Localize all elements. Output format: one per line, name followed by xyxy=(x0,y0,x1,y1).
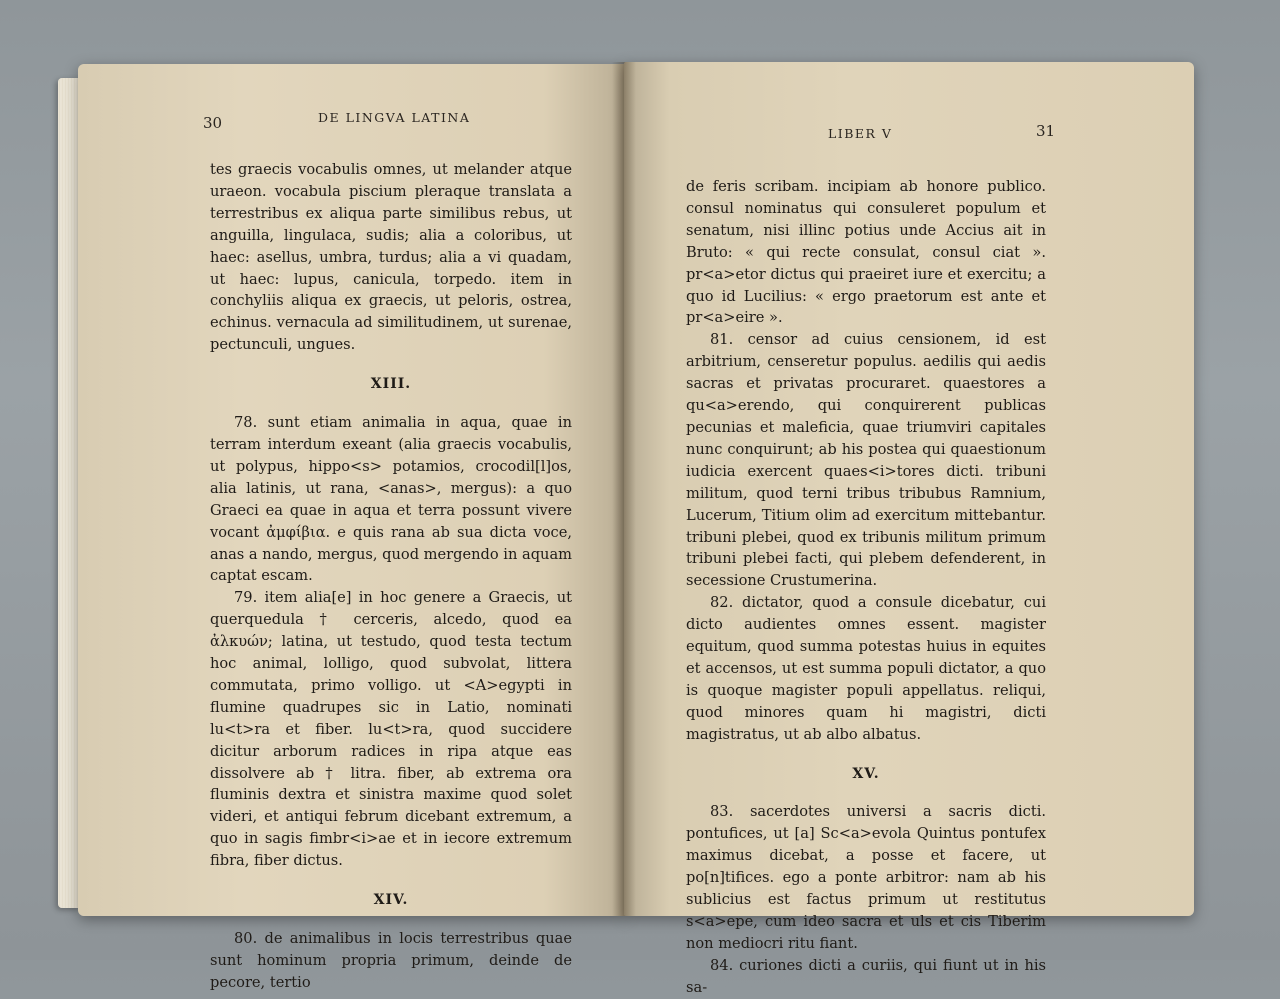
paragraph: 84. curiones dicti a curiis, qui fiunt ut in his sa- xyxy=(686,956,1046,996)
paragraph: tes graecis vocabulis omnes, ut melander atque uraeon. vocabula piscium pleraque translata a terrestribus ex aliqua parte similibus rebus, ut anguilla, lingulaca, sudis; alia a coloribus, ut haec: asellus, umbra, turdus; alia a vi quadam, ut haec: lupus, canicula, torpedo. item in conchyliis aliqua ex graecis, ut peloris, ostrea, echinus. vernacula ad similitudinem, ut surenae, pectunculi, ungues. xyxy=(210,161,572,354)
open-book xyxy=(58,48,1194,996)
paragraph: 82. dictator, quod a consule dicebatur, cui dicto audientes omnes essent. magister equitum, quod summa potestas huius in equites et accensos, ut est summa populi dictator, a quo is quoque magister populi appellatus. reliqui, quod minores quam hi magistri, dicti magistratus, ut ab albo albatus. xyxy=(686,594,1046,743)
paragraph: 80. de animalibus in locis terrestribus quae sunt hominum propria primum, deinde de pecore, tertio xyxy=(210,930,572,991)
left-page-number: 30 xyxy=(203,114,223,132)
paragraph: 78. sunt etiam animalia in aqua, quae in terram interdum exeant (alia graecis vocabulis, ut polypus, hippo<s> potamios, crocodil[l]os, alia latinis, ut rana, <anas>, mergus): a quo Graeci ea quae in aqua et terra possunt vivere vocant ἀμφίβια. e quis rana ab sua dicta voce, anas a nando, mergus, quod mergendo in aquam captat escam. xyxy=(210,414,572,585)
section-heading: XIII. xyxy=(370,376,412,393)
paragraph: 83. sacerdotes universi a sacris dicti. pontufices, ut [a] Sc<a>evola Quintus pontufex maximus dicebat, a posse et facere, ut po[n]tifices. ego a ponte arbitror: nam ab his sublicius est factus primum ut restitutus s<a>epe, cum ideo sacra et uls et cis Tiberim non mediocri ritu fiant. xyxy=(686,803,1046,952)
paragraph: 81. censor ad cuius censionem, id est arbitrium, censeretur populus. aedilis qui aedis sacras et privatas procuraret. quaestores a qu<a>erendo, qui conquirerent publicas pecunias et maleficia, quae triumviri capitales nunc conquirunt; ab his postea qui quaestionum iudicia exercent quaes<i>tores dicti. tribuni militum, quod terni tribus tribubus Ramnium, Lucerum, Titium olim ad exercitum mittebantur. tribuni plebei, quod ex tribunis militum primum tribuni plebei facti, qui plebem defenderent, in secessione Crustumerina. xyxy=(686,331,1046,590)
section-heading: XV. xyxy=(852,765,880,782)
page-edges xyxy=(58,78,80,908)
left-page xyxy=(78,64,626,991)
section-heading: XIV. xyxy=(373,892,409,909)
right-page xyxy=(624,62,1194,996)
book-gutter xyxy=(612,62,636,916)
left-running-head: DE LINGVA LATINA xyxy=(318,110,471,125)
right-running-head: LIBER V xyxy=(828,126,893,141)
left-page-body xyxy=(210,159,572,994)
paragraph: 79. item alia[e] in hoc genere a Graecis, ut querquedula † cerceris, alcedo, quod ea ἀλκυών; latina, ut testudo, quod testa tectum hoc animal, lolligo, quod subvolat, littera commutata, primo volligo. ut <A>egypti in flumine quadrupes sic in Latio, nominati lu<t>ra et fiber. lu<t>ra, quod succidere dicitur arborum radices in ripa atque eas dissolvere ab † litra. fiber, ab extrema ora fluminis dextra et sinistra maxime quod solet videri, et antiqui februm dicebant extremum, a quo in sagis fimbr<i>ae et in iecore extremum fibra, fiber dictus. xyxy=(210,589,572,870)
paragraph: de feris scribam. incipiam ab honore publico. consul nominatus qui consuleret populum et senatum, nisi illinc potius unde Accius ait in Bruto: « qui recte consulat, consul ciat ». pr<a>etor dictus qui praeiret iure et exercitu; a quo id Lucilius: « ergo praetorum est ante et pr<a>eire ». xyxy=(686,178,1046,327)
right-page-number: 31 xyxy=(1036,122,1056,140)
right-page-body xyxy=(686,176,1046,999)
